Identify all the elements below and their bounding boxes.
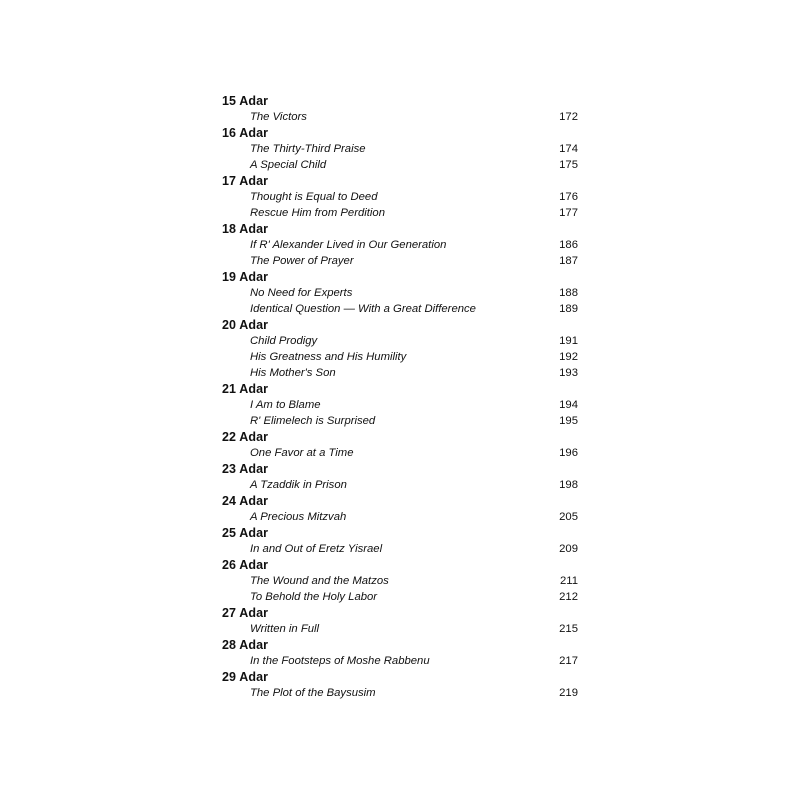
entry-page-number: 205 bbox=[559, 511, 578, 523]
toc-section bbox=[222, 429, 578, 461]
entry-page-number: 175 bbox=[559, 159, 578, 171]
table-of-contents bbox=[222, 93, 578, 701]
entry-page-number: 177 bbox=[559, 207, 578, 219]
entry-title: I Am to Blame bbox=[250, 399, 321, 411]
entry-title: The Thirty-Third Praise bbox=[250, 143, 366, 155]
toc-entry bbox=[222, 621, 578, 637]
entry-page-number: 188 bbox=[559, 287, 578, 299]
toc-entry bbox=[222, 397, 578, 413]
entry-title: No Need for Experts bbox=[250, 287, 353, 299]
toc-entry bbox=[222, 589, 578, 605]
entry-page-number: 219 bbox=[559, 687, 578, 699]
entry-page-number: 174 bbox=[559, 143, 578, 155]
toc-entry bbox=[222, 685, 578, 701]
entry-title: The Wound and the Matzos bbox=[250, 575, 389, 587]
entry-title: Written in Full bbox=[250, 623, 320, 635]
toc-entry bbox=[222, 141, 578, 157]
toc-section bbox=[222, 525, 578, 557]
toc-entry bbox=[222, 253, 578, 269]
entry-title: The Plot of the Baysusim bbox=[250, 687, 376, 699]
entry-title: The Victors bbox=[250, 111, 307, 123]
section-heading: 26 Adar bbox=[222, 558, 269, 572]
toc-section bbox=[222, 605, 578, 637]
toc-section bbox=[222, 461, 578, 493]
entry-title: Thought is Equal to Deed bbox=[250, 191, 378, 203]
toc-entry bbox=[222, 333, 578, 349]
entry-page-number: 211 bbox=[559, 575, 578, 587]
toc-section bbox=[222, 637, 578, 669]
entry-title: The Power of Prayer bbox=[250, 255, 354, 267]
toc-entry bbox=[222, 109, 578, 125]
toc-section bbox=[222, 557, 578, 605]
entry-page-number: 192 bbox=[559, 351, 578, 363]
toc-entry bbox=[222, 157, 578, 173]
section-heading: 20 Adar bbox=[222, 318, 269, 332]
section-heading: 29 Adar bbox=[222, 670, 269, 684]
entry-page-number: 176 bbox=[559, 191, 578, 203]
entry-title: His Mother's Son bbox=[250, 367, 336, 379]
entry-page-number: 187 bbox=[559, 255, 578, 267]
section-heading: 23 Adar bbox=[222, 462, 269, 476]
toc-entry bbox=[222, 205, 578, 221]
toc-entry bbox=[222, 509, 578, 525]
entry-title: Rescue Him from Perdition bbox=[250, 207, 385, 219]
entry-title: Child Prodigy bbox=[250, 335, 318, 347]
entry-page-number: 193 bbox=[559, 367, 578, 379]
toc-section bbox=[222, 221, 578, 269]
entry-page-number: 194 bbox=[559, 399, 578, 411]
toc-entry bbox=[222, 445, 578, 461]
toc-section bbox=[222, 173, 578, 221]
toc-entry bbox=[222, 237, 578, 253]
entry-title: In the Footsteps of Moshe Rabbenu bbox=[250, 655, 430, 667]
section-heading: 15 Adar bbox=[222, 94, 269, 108]
entry-title: A Precious Mitzvah bbox=[250, 511, 347, 523]
section-heading: 16 Adar bbox=[222, 126, 269, 140]
entry-page-number: 172 bbox=[559, 111, 578, 123]
entry-title: To Behold the Holy Labor bbox=[250, 591, 378, 603]
entry-page-number: 209 bbox=[559, 543, 578, 555]
entry-page-number: 212 bbox=[559, 591, 578, 603]
toc-entry bbox=[222, 349, 578, 365]
toc-entry bbox=[222, 541, 578, 557]
toc-entry bbox=[222, 653, 578, 669]
toc-section bbox=[222, 93, 578, 125]
entry-page-number: 186 bbox=[559, 239, 578, 251]
toc-section bbox=[222, 493, 578, 525]
toc-entry bbox=[222, 285, 578, 301]
toc-section bbox=[222, 669, 578, 701]
entry-title: A Tzaddik in Prison bbox=[250, 479, 347, 491]
toc-section bbox=[222, 317, 578, 381]
entry-page-number: 198 bbox=[559, 479, 578, 491]
toc-entry bbox=[222, 413, 578, 429]
toc-entry bbox=[222, 301, 578, 317]
section-heading: 25 Adar bbox=[222, 526, 269, 540]
entry-title: In and Out of Eretz Yisrael bbox=[250, 543, 383, 555]
toc-section bbox=[222, 125, 578, 173]
entry-page-number: 215 bbox=[559, 623, 578, 635]
toc-entry bbox=[222, 189, 578, 205]
entry-page-number: 191 bbox=[559, 335, 578, 347]
section-heading: 21 Adar bbox=[222, 382, 269, 396]
toc-entry bbox=[222, 365, 578, 381]
section-heading: 18 Adar bbox=[222, 222, 269, 236]
toc-section bbox=[222, 381, 578, 429]
entry-title: If R' Alexander Lived in Our Generation bbox=[250, 239, 447, 251]
entry-title: Identical Question — With a Great Difference bbox=[250, 303, 476, 315]
toc-entry bbox=[222, 477, 578, 493]
entry-page-number: 196 bbox=[559, 447, 578, 459]
entry-page-number: 217 bbox=[559, 655, 578, 667]
toc-section bbox=[222, 269, 578, 317]
section-heading: 24 Adar bbox=[222, 494, 269, 508]
entry-title: A Special Child bbox=[250, 159, 327, 171]
toc-entry bbox=[222, 573, 578, 589]
entry-title: One Favor at a Time bbox=[250, 447, 354, 459]
entry-page-number: 195 bbox=[559, 415, 578, 427]
section-heading: 19 Adar bbox=[222, 270, 269, 284]
section-heading: 28 Adar bbox=[222, 638, 269, 652]
entry-page-number: 189 bbox=[559, 303, 578, 315]
entry-title: His Greatness and His Humility bbox=[250, 351, 407, 363]
section-heading: 22 Adar bbox=[222, 430, 269, 444]
section-heading: 17 Adar bbox=[222, 174, 269, 188]
entry-title: R' Elimelech is Surprised bbox=[250, 415, 376, 427]
section-heading: 27 Adar bbox=[222, 606, 269, 620]
